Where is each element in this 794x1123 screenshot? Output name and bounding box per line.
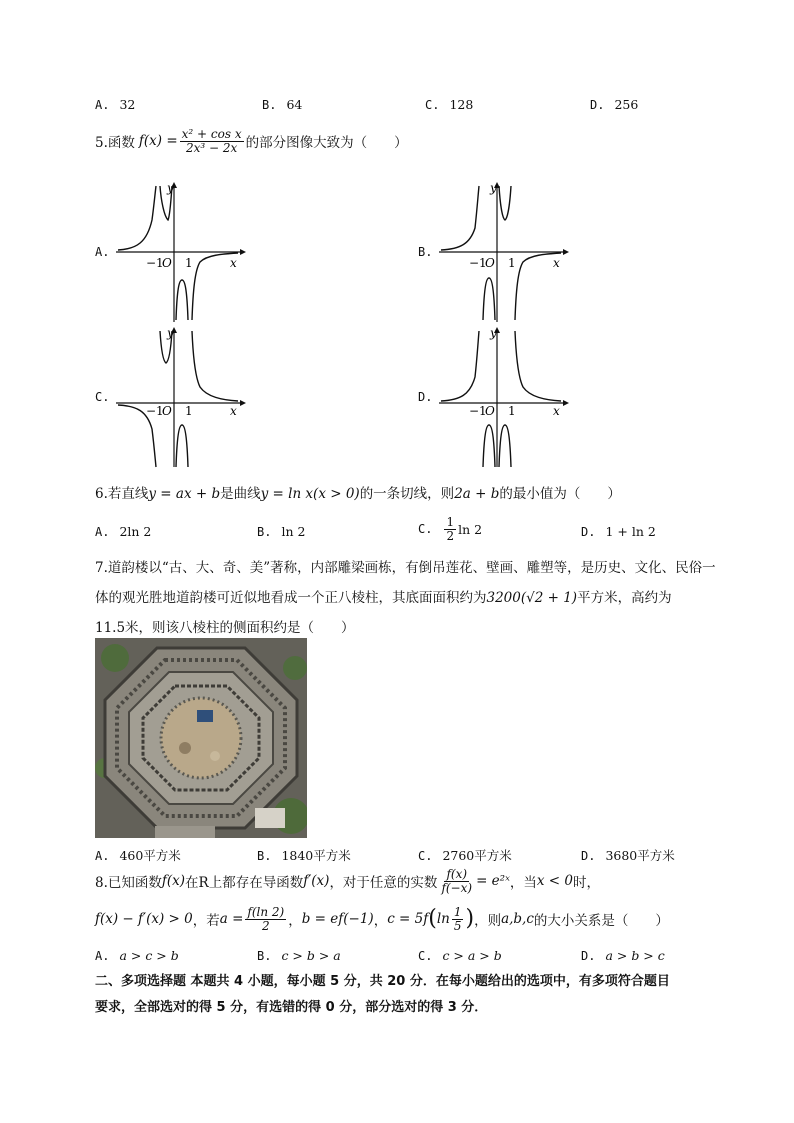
graph-a-label: A.: [95, 245, 110, 259]
q8-line-1: 8.已知函数 f(x) 在R上都存在导函数 f′(x) ，对于任意的实数 $\frac{f(x)}{f(-x)}$ = e²ˣ ，当 x < 0 时，: [95, 867, 600, 895]
q7-option-d: D. 3680平方米: [581, 848, 675, 863]
section-2-heading-line-1: 二、多项选择题 本题共 4 小题，每小题 5 分，共 20 分．在每小题给出的选项中，有多项符合题目: [95, 974, 670, 989]
graph-d-tick-pos: 1: [508, 404, 516, 418]
graph-b-x-axis-label: x: [553, 256, 560, 270]
q7-option-c: C. 2760平方米: [418, 848, 512, 863]
q7-line-3: 11.5米，则该八棱柱的侧面积约是（ ）: [95, 620, 355, 636]
q6-option-c: C. $\frac{1}{2}$ ln 2: [418, 515, 483, 543]
graph-b-tick-pos: 1: [508, 256, 516, 270]
q8-option-b: B. c > b > a: [257, 948, 341, 963]
graph-a-y-axis-label: y: [167, 181, 174, 195]
q5-stem: 5.函数 f(x) = $\frac{\text{x² + cos x}}{\text{2x³ − 2x}}$ 的部分图像大致为（ ）: [95, 127, 408, 155]
graph-c-tick-pos: 1: [185, 404, 193, 418]
section-2-heading-line-2: 要求，全部选对的得 5 分，有选错的得 0 分，部分选对的得 3 分．: [95, 1000, 488, 1015]
q6-option-d: D. 1 + ln 2: [581, 524, 656, 539]
q6-option-b: B. ln 2: [257, 524, 306, 539]
graph-c-y-axis-label: y: [167, 326, 174, 340]
graph-d: [435, 325, 575, 470]
graph-c: [112, 325, 252, 470]
graph-a-x-axis-label: x: [230, 256, 237, 270]
graph-c-x-axis-label: x: [230, 404, 237, 418]
graph-d-x-axis-label: x: [553, 404, 560, 418]
graph-d-tick-neg: −1: [469, 404, 487, 418]
graph-b-y-axis-label: y: [490, 181, 497, 195]
graph-a: [112, 180, 252, 325]
q4-option-a: A. 32: [95, 97, 136, 112]
graph-b: [435, 180, 575, 325]
q7-line-1: 7.道韵楼以“古、大、奇、美”著称，内部雕梁画栋，有倒吊莲花、壁画、雕塑等，是历史、文化、民俗一: [95, 560, 716, 576]
graph-c-label: C.: [95, 390, 110, 404]
graph-b-tick-neg: −1: [469, 256, 487, 270]
graph-a-tick-pos: 1: [185, 256, 193, 270]
graph-b-origin: O: [485, 256, 495, 270]
graph-a-tick-neg: −1: [146, 256, 164, 270]
graph-b-label: B.: [418, 245, 433, 259]
q4-option-c: C. 128: [425, 97, 474, 112]
q8-option-a: A. a > c > b: [95, 948, 179, 963]
graph-c-tick-neg: −1: [146, 404, 164, 418]
graph-c-origin: O: [162, 404, 172, 418]
graph-d-y-axis-label: y: [490, 326, 497, 340]
q8-line-2: f(x) − f′(x) > 0 ，若 a = $\frac{f(\ln 2)}{2}$ ， b = ef(−1) ， c = 5f ( ln $\frac{1}{5}$ ) ，则 a,b,c 的大小关系是（ ）: [95, 905, 669, 933]
graph-d-label: D.: [418, 390, 433, 404]
graph-d-origin: O: [485, 404, 495, 418]
q7-option-a: A. 460平方米: [95, 848, 181, 863]
daoyun-building-photo: [95, 638, 307, 838]
q8-option-d: D. a > b > c: [581, 948, 665, 963]
q4-option-d: D. 256: [590, 97, 639, 112]
q7-line-2: 体的观光胜地道韵楼可近似地看成一个正八棱柱，其底面面积约为3200(√2 + 1)平方米，高约为: [95, 590, 672, 606]
q6-option-a: A. 2ln 2: [95, 524, 152, 539]
q4-option-b: B. 64: [262, 97, 303, 112]
q6-stem: 6.若直线y = ax + b是曲线y = ln x(x > 0)的一条切线，则2a + b的最小值为（ ）: [95, 486, 621, 502]
graph-a-origin: O: [162, 256, 172, 270]
q8-option-c: C. c > a > b: [418, 948, 502, 963]
q7-option-b: B. 1840平方米: [257, 848, 351, 863]
